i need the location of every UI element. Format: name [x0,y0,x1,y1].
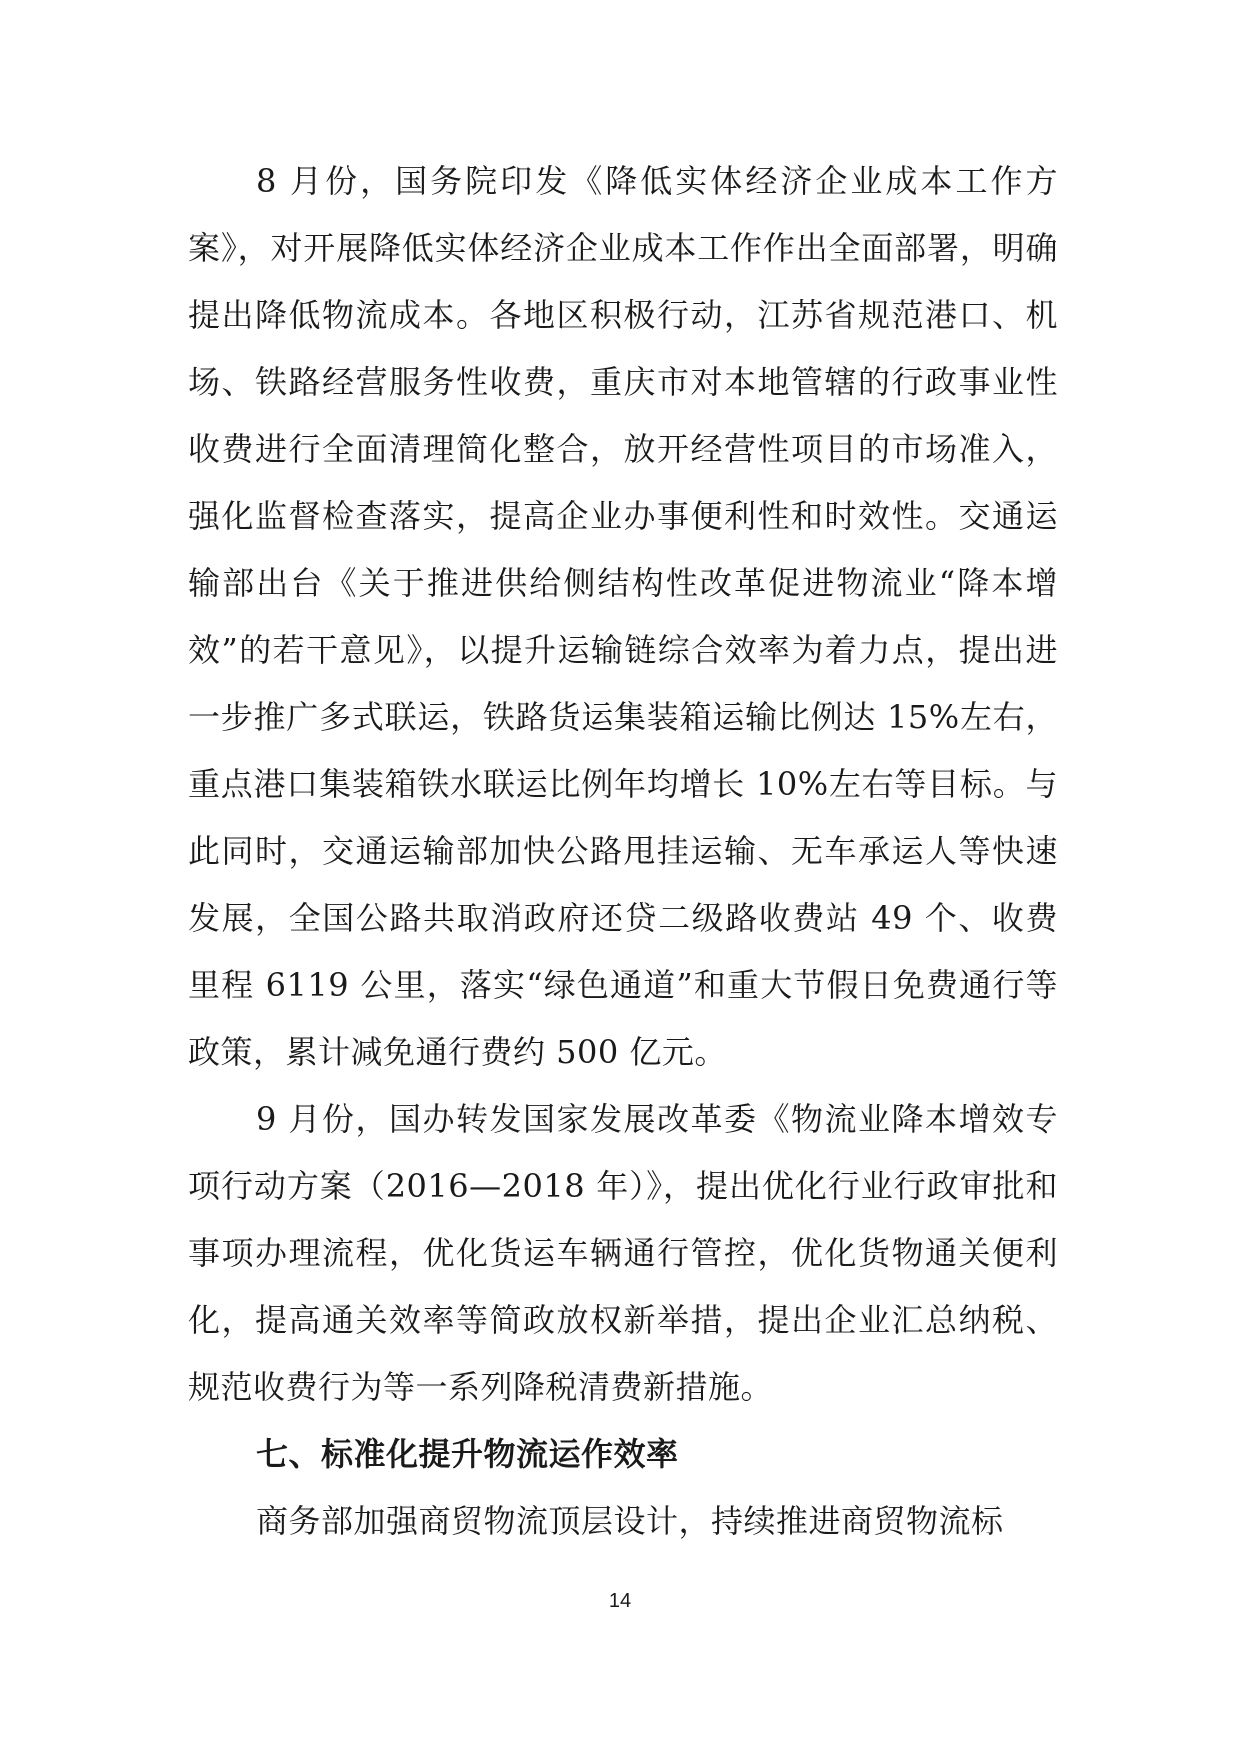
document-body [188,148,1058,1555]
paragraph-september: 9 月份，国办转发国家发展改革委《物流业降本增效专项行动方案（2016—2018 年）》，提出优化行业行政审批和事项办理流程，优化货运车辆通行管控，优化货物通关便利化，提高通关效率等简政放权新举措，提出企业汇总纳税、规范收费行为等一系列降税清费新措施。 [188,1100,1058,1406]
paragraph-august: 8 月份，国务院印发《降低实体经济企业成本工作方案》，对开展降低实体经济企业成本工作作出全面部署，明确提出降低物流成本。各地区积极行动，江苏省规范港口、机场、铁路经营服务性收费，重庆市对本地管辖的行政事业性收费进行全面清理简化整合，放开经营性项目的市场准入，强化监督检查落实，提高企业办事便利性和时效性。交通运输部出台《关于推进供给侧结构性改革促进物流业“降本增效”的若干意见》，以提升运输链综合效率为着力点，提出进一步推广多式联运，铁路货运集装箱运输比例达 15%左右，重点港口集装箱铁水联运比例年均增长 10%左右等目标。与此同时，交通运输部加快公路甩挂运输、无车承运人等快速发展，全国公路共取消政府还贷二级路收费站 49 个、收费里程 6119 公里，落实“绿色通道”和重大节假日免费通行等政策，累计减免通行费约 500 亿元。 [188,162,1058,1071]
section-heading: 七、标准化提升物流运作效率 [256,1435,679,1473]
page-number: 14 [608,1590,632,1612]
paragraph-commerce-ministry: 商务部加强商贸物流顶层设计，持续推进商贸物流标 [256,1502,1004,1540]
